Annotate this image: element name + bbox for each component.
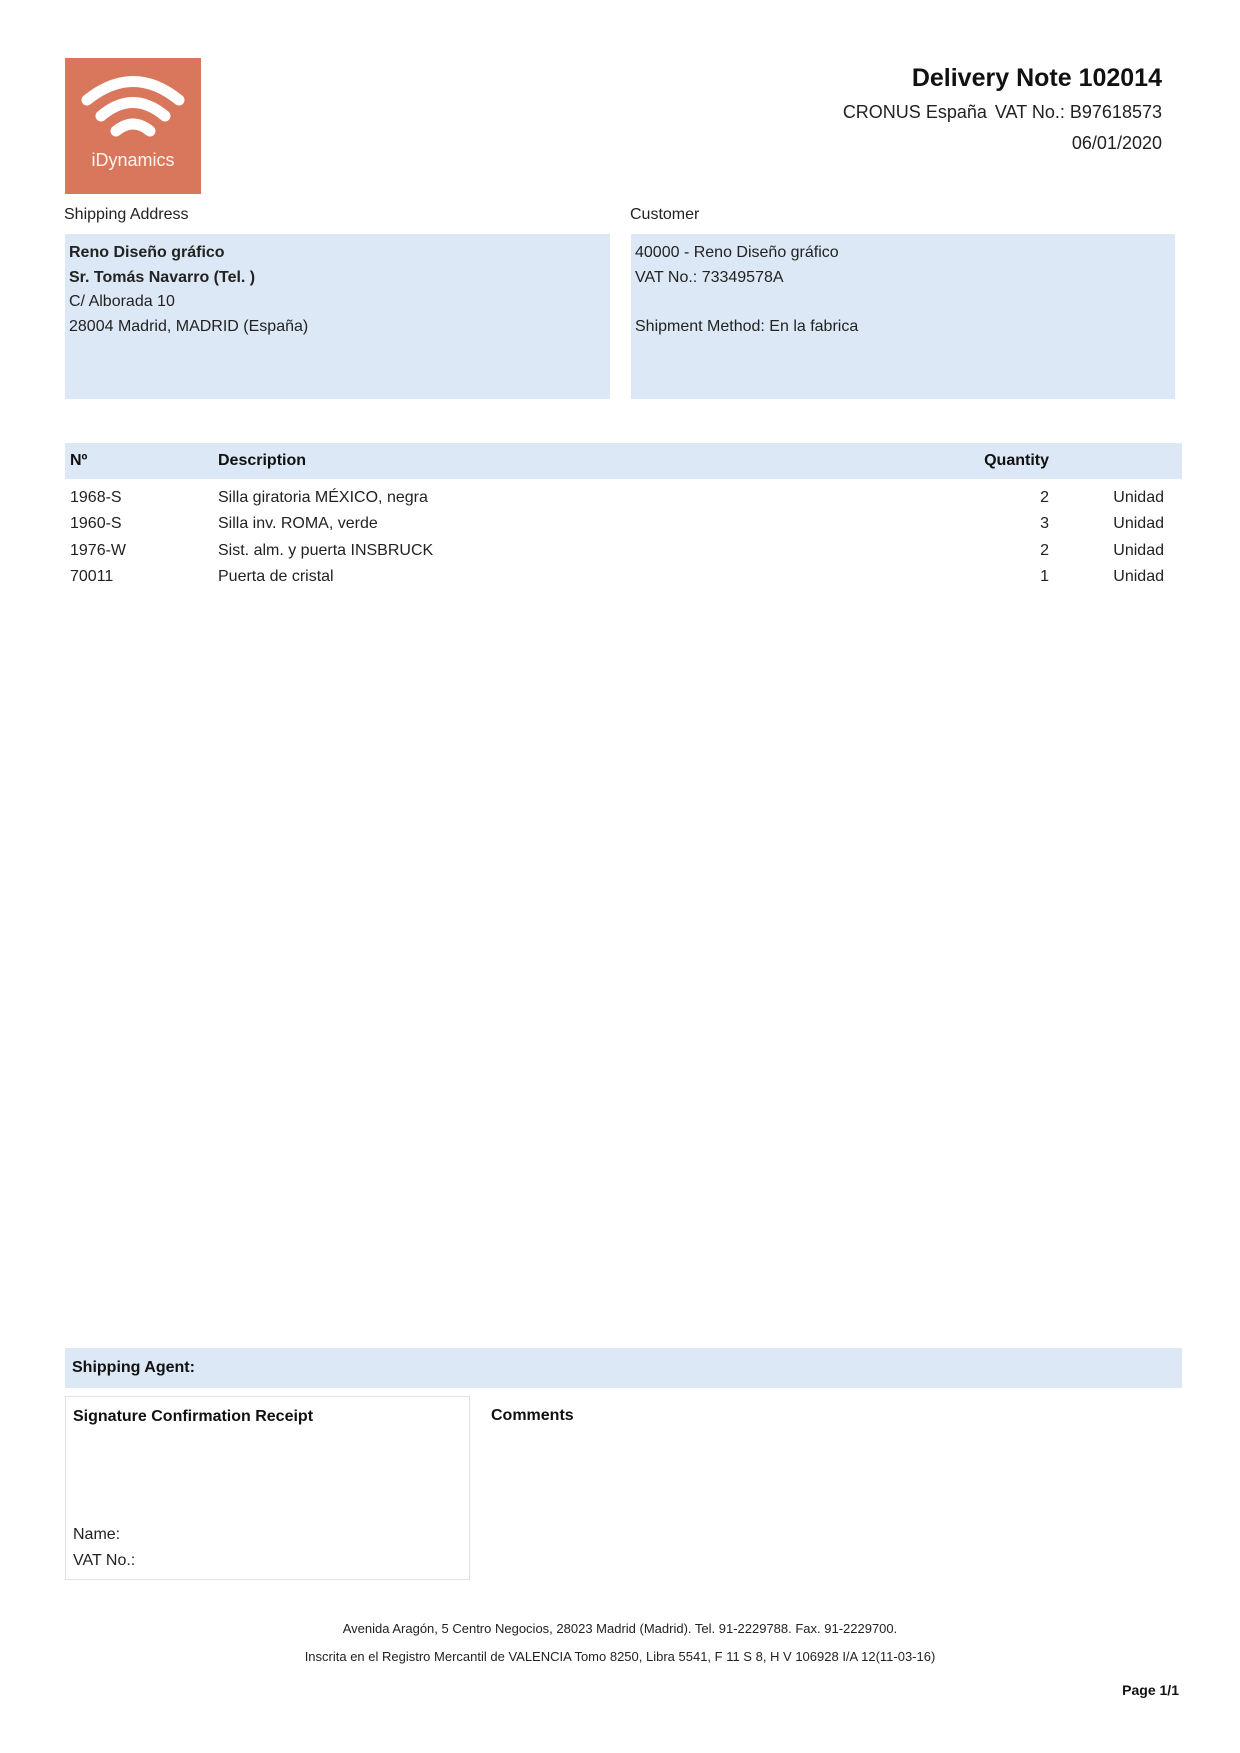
row-no: 1976-W bbox=[70, 542, 127, 559]
row-no: 1960-S bbox=[70, 515, 122, 532]
signature-vat-label: VAT No.: bbox=[73, 1552, 136, 1569]
row-description: Sist. alm. y puerta INSBRUCK bbox=[218, 542, 434, 559]
customer-label: Customer bbox=[630, 206, 700, 223]
row-quantity: 2 bbox=[1040, 489, 1049, 506]
customer-box bbox=[631, 234, 1175, 399]
table-row bbox=[65, 515, 1182, 541]
shipping-address-label: Shipping Address bbox=[64, 206, 189, 223]
company-logo bbox=[65, 58, 201, 194]
shipping-contact: Sr. Tomás Navarro (Tel. ) bbox=[69, 269, 256, 286]
footer-registry: Inscrita en el Registro Mercantil de VALENCIA Tomo 8250, Libra 5541, F 11 S 8, H V 106928 I/A 12(11-03-16) bbox=[304, 1649, 936, 1664]
logo-text: iDynamics bbox=[91, 150, 175, 170]
shipping-name: Reno Diseño gráfico bbox=[69, 244, 225, 261]
shipping-street: C/ Alborada 10 bbox=[69, 293, 175, 310]
header-no: Nº bbox=[70, 452, 88, 469]
wifi-signal-icon bbox=[65, 58, 201, 194]
comments-label: Comments bbox=[491, 1407, 574, 1424]
footer-address: Avenida Aragón, 5 Centro Negocios, 28023 Madrid (Madrid). Tel. 91-2229788. Fax. 91-2229700. bbox=[342, 1621, 898, 1636]
customer-number-name: 40000 - Reno Diseño gráfico bbox=[635, 244, 839, 261]
company-name: CRONUS España bbox=[842, 102, 987, 122]
shipping-city: 28004 Madrid, MADRID (España) bbox=[69, 318, 309, 335]
shipping-address-box bbox=[65, 234, 610, 399]
row-quantity: 3 bbox=[1040, 515, 1049, 532]
row-unit: Unidad bbox=[1113, 489, 1164, 506]
shipping-agent-label: Shipping Agent: bbox=[72, 1359, 195, 1376]
customer-vat: VAT No.: 73349578A bbox=[635, 269, 784, 286]
signature-title: Signature Confirmation Receipt bbox=[73, 1408, 314, 1425]
document-title: Delivery Note 102014 bbox=[911, 64, 1162, 92]
row-unit: Unidad bbox=[1113, 568, 1164, 585]
header-description: Description bbox=[218, 452, 307, 469]
table-row bbox=[65, 542, 1182, 568]
shipping-agent-bar bbox=[65, 1348, 1182, 1388]
company-line bbox=[843, 102, 1162, 123]
row-description: Silla giratoria MÉXICO, negra bbox=[218, 489, 428, 506]
customer-shipment-method: Shipment Method: En la fabrica bbox=[635, 318, 859, 335]
lines-table-header bbox=[65, 443, 1182, 479]
document-date: 06/01/2020 bbox=[1071, 133, 1162, 153]
row-quantity: 2 bbox=[1040, 542, 1049, 559]
company-vat: VAT No.: B97618573 bbox=[994, 102, 1162, 122]
row-unit: Unidad bbox=[1113, 515, 1164, 532]
row-quantity: 1 bbox=[1040, 568, 1049, 585]
header-quantity: Quantity bbox=[984, 452, 1049, 469]
row-description: Silla inv. ROMA, verde bbox=[218, 515, 378, 532]
table-row bbox=[65, 568, 1182, 594]
row-no: 70011 bbox=[70, 568, 114, 585]
row-description: Puerta de cristal bbox=[218, 568, 334, 585]
signature-box bbox=[65, 1396, 470, 1580]
table-row bbox=[65, 489, 1182, 515]
signature-name-label: Name: bbox=[73, 1526, 121, 1543]
row-no: 1968-S bbox=[70, 489, 122, 506]
row-unit: Unidad bbox=[1113, 542, 1164, 559]
page-number: Page 1/1 bbox=[1122, 1682, 1179, 1698]
